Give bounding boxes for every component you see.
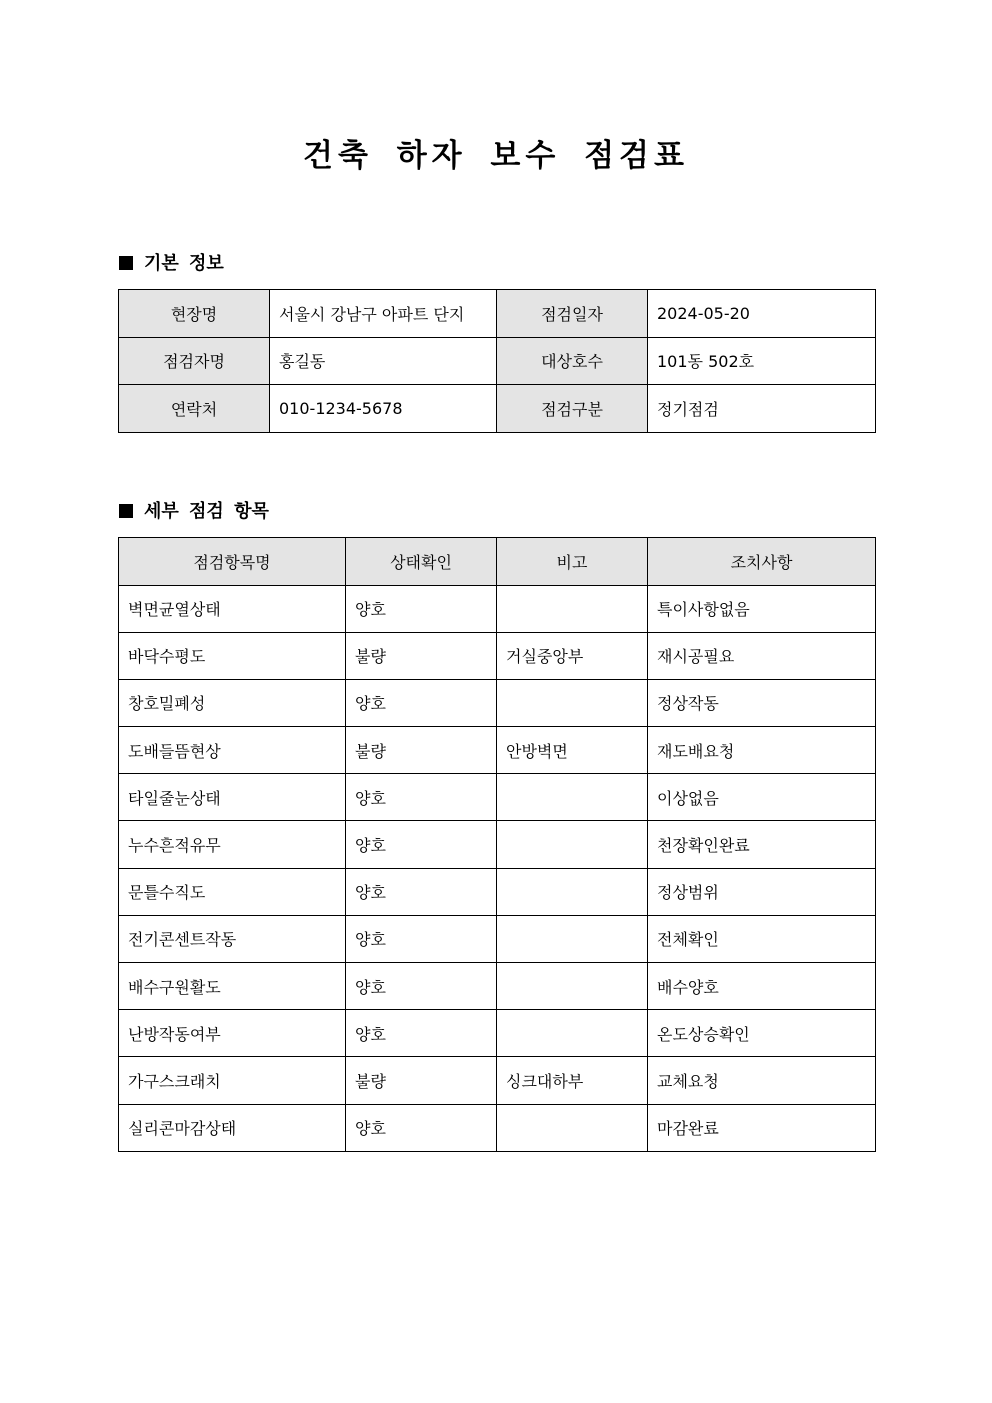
inspection-action-cell: 교체요청 [648, 1057, 876, 1104]
field-label: 대상호수 [497, 337, 648, 385]
field-value: 2024-05-20 [648, 290, 876, 338]
inspection-item-cell: 난방작동여부 [119, 1010, 346, 1057]
column-header-status: 상태확인 [346, 538, 497, 586]
inspection-action-cell: 재시공필요 [648, 632, 876, 679]
inspection-item-cell: 가구스크래치 [119, 1057, 346, 1104]
inspection-action-cell: 배수양호 [648, 963, 876, 1010]
basic-info-row [119, 385, 876, 433]
table-row [119, 1010, 876, 1057]
table-row [119, 915, 876, 962]
field-label: 점검자명 [119, 337, 270, 385]
table-row [119, 821, 876, 868]
inspection-status-cell: 양호 [346, 774, 497, 821]
table-row [119, 679, 876, 726]
table-row [119, 868, 876, 915]
inspection-status-cell: 양호 [346, 585, 497, 632]
inspection-note-cell [497, 585, 648, 632]
basic-info-row [119, 337, 876, 385]
inspection-note-cell [497, 1010, 648, 1057]
field-label: 점검구분 [497, 385, 648, 433]
inspection-status-cell: 양호 [346, 1010, 497, 1057]
inspection-action-cell: 정상범위 [648, 868, 876, 915]
inspection-note-cell: 싱크대하부 [497, 1057, 648, 1104]
basic-info-table [118, 289, 876, 433]
field-value: 010-1234-5678 [270, 385, 497, 433]
section-heading-basic-info [119, 252, 224, 276]
inspection-item-cell: 도배들뜸현상 [119, 727, 346, 774]
field-value: 서울시 강남구 아파트 단지 [270, 290, 497, 338]
inspection-item-cell: 벽면균열상태 [119, 585, 346, 632]
inspection-table-body [119, 585, 876, 1151]
inspection-item-cell: 문틀수직도 [119, 868, 346, 915]
inspection-note-cell [497, 821, 648, 868]
inspection-action-cell: 정상작동 [648, 679, 876, 726]
inspection-note-cell [497, 774, 648, 821]
inspection-status-cell: 불량 [346, 1057, 497, 1104]
inspection-action-cell: 마감완료 [648, 1104, 876, 1151]
field-label: 현장명 [119, 290, 270, 338]
inspection-status-cell: 불량 [346, 632, 497, 679]
inspection-item-cell: 창호밀폐성 [119, 679, 346, 726]
inspection-note-cell [497, 868, 648, 915]
square-bullet-icon [119, 256, 133, 270]
column-header-action: 조치사항 [648, 538, 876, 586]
inspection-note-cell [497, 915, 648, 962]
inspection-action-cell: 이상없음 [648, 774, 876, 821]
table-row [119, 632, 876, 679]
inspection-action-cell: 전체확인 [648, 915, 876, 962]
field-label: 점검일자 [497, 290, 648, 338]
column-header-note: 비고 [497, 538, 648, 586]
inspection-item-cell: 누수흔적유무 [119, 821, 346, 868]
inspection-note-cell: 안방벽면 [497, 727, 648, 774]
table-row [119, 774, 876, 821]
inspection-status-cell: 양호 [346, 1104, 497, 1151]
inspection-item-cell: 타일줄눈상태 [119, 774, 346, 821]
inspection-action-cell: 특이사항없음 [648, 585, 876, 632]
inspection-note-cell: 거실중앙부 [497, 632, 648, 679]
inspection-action-cell: 천장확인완료 [648, 821, 876, 868]
inspection-status-cell: 양호 [346, 915, 497, 962]
table-row [119, 727, 876, 774]
section-heading-details [119, 500, 269, 524]
inspection-note-cell [497, 963, 648, 1010]
table-row [119, 963, 876, 1010]
table-row [119, 1057, 876, 1104]
inspection-status-cell: 양호 [346, 963, 497, 1010]
inspection-status-cell: 양호 [346, 821, 497, 868]
column-header-item: 점검항목명 [119, 538, 346, 586]
inspection-table [118, 537, 876, 1152]
inspection-note-cell [497, 679, 648, 726]
basic-info-row [119, 290, 876, 338]
section-heading-text: 기본 정보 [144, 253, 224, 274]
inspection-item-cell: 배수구원활도 [119, 963, 346, 1010]
field-value: 홍길동 [270, 337, 497, 385]
document-title: 건축 하자 보수 점검표 [303, 138, 689, 174]
inspection-item-cell: 전기콘센트작동 [119, 915, 346, 962]
inspection-action-cell: 재도배요청 [648, 727, 876, 774]
inspection-status-cell: 불량 [346, 727, 497, 774]
field-value: 101동 502호 [648, 337, 876, 385]
field-value: 정기점검 [648, 385, 876, 433]
inspection-note-cell [497, 1104, 648, 1151]
table-row [119, 585, 876, 632]
inspection-action-cell: 온도상승확인 [648, 1010, 876, 1057]
inspection-header-row [119, 538, 876, 586]
table-row [119, 1104, 876, 1151]
inspection-item-cell: 실리콘마감상태 [119, 1104, 346, 1151]
inspection-status-cell: 양호 [346, 679, 497, 726]
section-heading-text: 세부 점검 항목 [144, 501, 269, 522]
inspection-item-cell: 바닥수평도 [119, 632, 346, 679]
square-bullet-icon [119, 504, 133, 518]
inspection-status-cell: 양호 [346, 868, 497, 915]
field-label: 연락처 [119, 385, 270, 433]
